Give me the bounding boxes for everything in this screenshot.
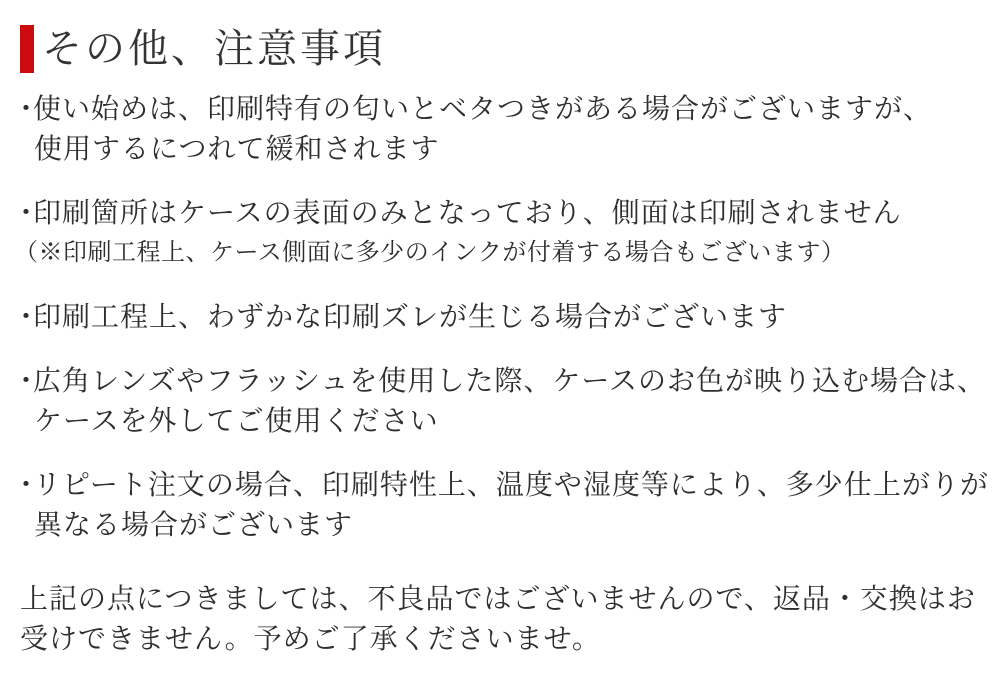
- bullet-marker: ・: [12, 93, 42, 124]
- red-accent-bar: [20, 25, 34, 73]
- note-line: ケースを外してご使用ください: [34, 405, 439, 436]
- section-heading: [20, 25, 980, 73]
- note-text: 使い始めは、印刷特有の匂いとベタつきがある場合がございますが、: [33, 93, 933, 124]
- note-line: [12, 361, 986, 401]
- note-line: [12, 89, 980, 129]
- note-item: [12, 193, 980, 273]
- note-line: 異なる場合がございます: [34, 509, 354, 540]
- footer-line: 受けできません。予めご了承くださいませ。: [20, 623, 601, 654]
- note-item: [12, 465, 989, 545]
- page-title: その他、注意事項: [42, 27, 386, 71]
- note-line: [12, 297, 980, 337]
- note-line: [12, 465, 989, 505]
- note-text: 印刷工程上、わずかな印刷ズレが生じる場合がございます: [33, 301, 788, 332]
- bullet-marker: ・: [12, 365, 42, 396]
- note-text: リピート注文の場合、印刷特性上、温度や湿度等により、多少仕上がりが: [33, 469, 989, 500]
- footer-line: 上記の点につきましては、不良品ではございませんので、返品・交換はお: [20, 583, 976, 614]
- note-subtext: （※印刷工程上、ケース側面に多少のインクが付着する場合もございます）: [14, 239, 846, 266]
- note-item: [12, 297, 980, 337]
- bullet-marker: ・: [12, 197, 42, 228]
- bullet-marker: ・: [12, 469, 42, 500]
- note-line: [12, 193, 980, 233]
- note-text: 印刷箇所はケースの表面のみとなっており、側面は印刷されません: [33, 197, 902, 228]
- bullet-marker: ・: [12, 301, 42, 332]
- footer-disclaimer: [20, 579, 980, 659]
- note-item: [12, 361, 986, 441]
- note-line: 使用するにつれて緩和されます: [34, 133, 440, 164]
- note-text: 広角レンズやフラッシュを使用した際、ケースのお色が映り込む場合は、: [33, 365, 986, 396]
- note-item: [12, 89, 980, 169]
